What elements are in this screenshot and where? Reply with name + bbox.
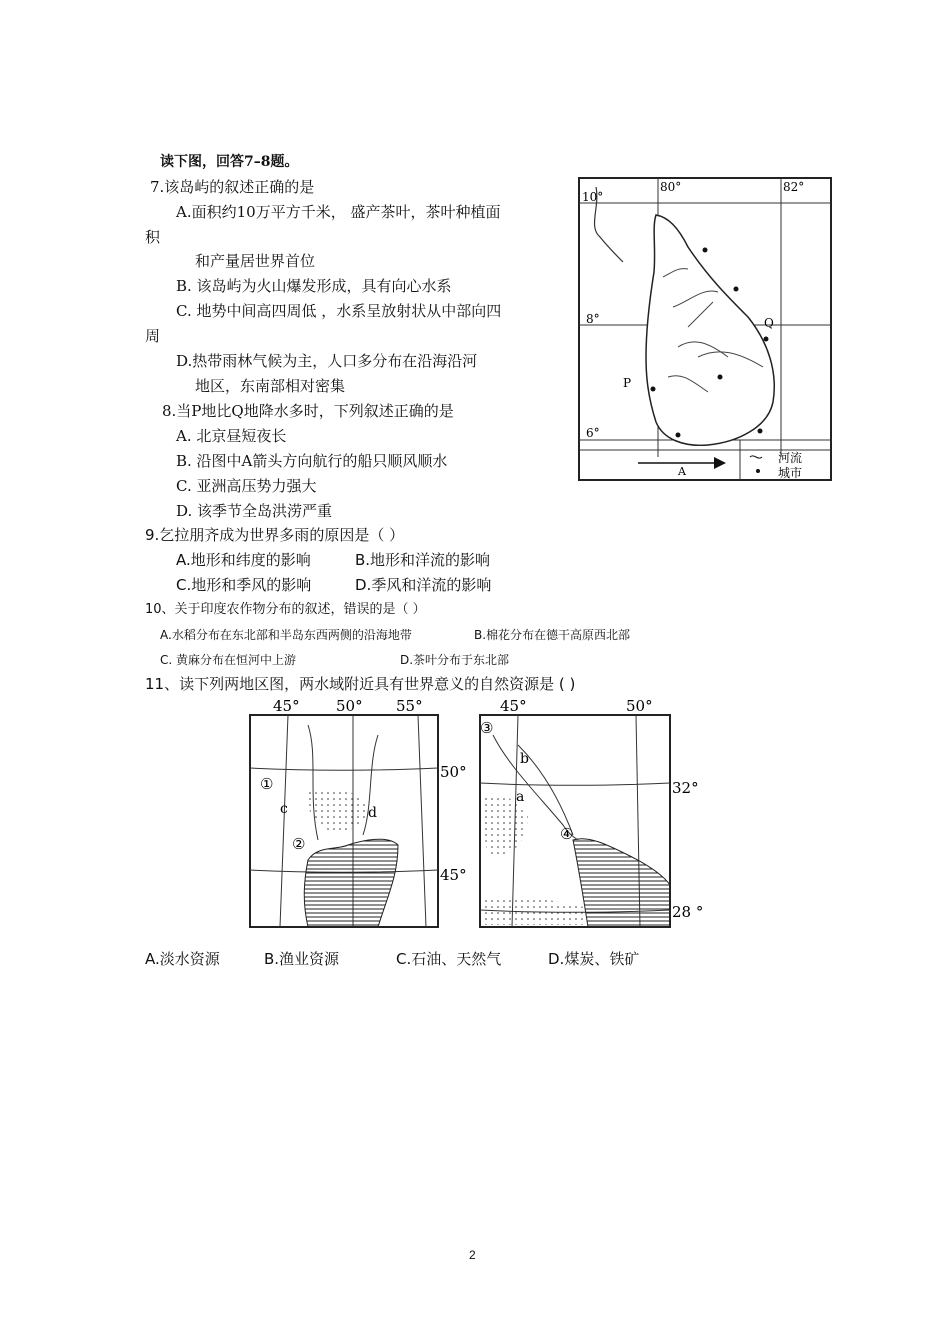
q7-option-a: A.面积约10万平方千米， 盛产茶叶，茶叶种植面 [176, 203, 501, 221]
point-p-label: P [623, 376, 632, 390]
city-legend-icon [756, 469, 760, 473]
lat-8-label: 8° [586, 312, 600, 326]
river-a-label: a [516, 789, 525, 805]
q11-stem: 11、读下列两地区图，两水域附近具有世界意义的自然资源是 ( ) [145, 675, 576, 693]
q9-stem: 9.乞拉朋齐成为世界多雨的原因是（ ） [145, 526, 405, 544]
q8-option-a: A. 北京昼短夜长 [176, 427, 287, 445]
marker-3: ③ [480, 719, 494, 737]
lon-82-label: 82° [783, 180, 805, 194]
lat-32-label: 32° [672, 779, 699, 797]
lat-50-label: 50° [440, 763, 467, 781]
q7-option-a-cont: 积 [145, 228, 161, 246]
marker-2: ② [292, 835, 306, 853]
island-map [578, 177, 832, 481]
q9-option-b: B.地形和洋流的影响 [355, 551, 491, 569]
q11-option-c: C.石油、天然气 [396, 950, 502, 968]
q7-option-c-cont: 周 [145, 327, 161, 345]
q8-stem: 8.当P地比Q地降水多时，下列叙述正确的是 [162, 402, 454, 420]
q10-option-a: A.水稻分布在东北部和半岛东西两侧的沿海地带 [160, 628, 412, 642]
q7-option-b: B. 该岛屿为火山爆发形成，具有向心水系 [176, 277, 452, 295]
q7-option-c: C. 地势中间高四周低 ，水系呈放射状从中部向四 [176, 302, 502, 320]
lon-55-label: 55° [396, 697, 423, 715]
river-d-label: d [368, 805, 377, 821]
lon-50-label: 50° [626, 697, 653, 715]
q10-option-d: D.茶叶分布于东北部 [400, 653, 510, 667]
q7-option-a-cont2: 和产量居世界首位 [195, 252, 316, 270]
lon-45-label: 45° [273, 697, 300, 715]
river-b-label: b [520, 751, 529, 767]
lon-80-label: 80° [660, 180, 682, 194]
lat-28-label: 28 ° [672, 903, 704, 921]
q8-option-b: B. 沿图中A箭头方向航行的船只顺风顺水 [176, 452, 448, 470]
lon-50-label: 50° [336, 697, 363, 715]
q11-option-a: A.淡水资源 [145, 950, 220, 968]
q11-option-d: D.煤炭、铁矿 [548, 950, 640, 968]
arrow-a-label: A [678, 465, 686, 478]
q9-option-d: D.季风和洋流的影响 [355, 576, 492, 594]
q10-option-c: C. 黄麻分布在恒河中上游 [160, 653, 297, 667]
lon-45-label: 45° [500, 697, 527, 715]
legend-river: 河流 [778, 451, 803, 465]
q9-option-c: C.地形和季风的影响 [176, 576, 312, 594]
q7-stem: 7.该岛屿的叙述正确的是 [150, 178, 315, 196]
q7-option-d-cont: 地区，东南部相对密集 [195, 377, 346, 395]
q8-option-d: D. 该季节全岛洪涝严重 [176, 502, 333, 520]
q9-option-a: A.地形和纬度的影响 [176, 551, 311, 569]
lat-45-label: 45° [440, 866, 467, 884]
q10-stem: 10、关于印度农作物分布的叙述，错误的是（ ） [145, 602, 426, 617]
q11-option-b: B.渔业资源 [264, 950, 340, 968]
section-intro: 读下图，回答7–8题。 [160, 154, 299, 170]
q10-option-b: B.棉花分布在德干高原西北部 [474, 628, 631, 642]
region-map-left [248, 695, 478, 931]
marker-4: ④ [560, 825, 574, 843]
river-c-label: c [280, 801, 288, 817]
lat-6-label: 6° [586, 426, 600, 440]
point-q-label: Q [764, 316, 774, 330]
q7-option-d: D.热带雨林气候为主，人口多分布在沿海沿河 [176, 352, 478, 370]
q8-option-c: C. 亚洲高压势力强大 [176, 477, 317, 495]
region-map-right [478, 695, 708, 931]
lat-10-label: 10° [582, 190, 604, 204]
marker-1: ① [260, 775, 274, 793]
legend-city: 城市 [778, 466, 803, 480]
page-number: 2 [469, 1248, 476, 1262]
